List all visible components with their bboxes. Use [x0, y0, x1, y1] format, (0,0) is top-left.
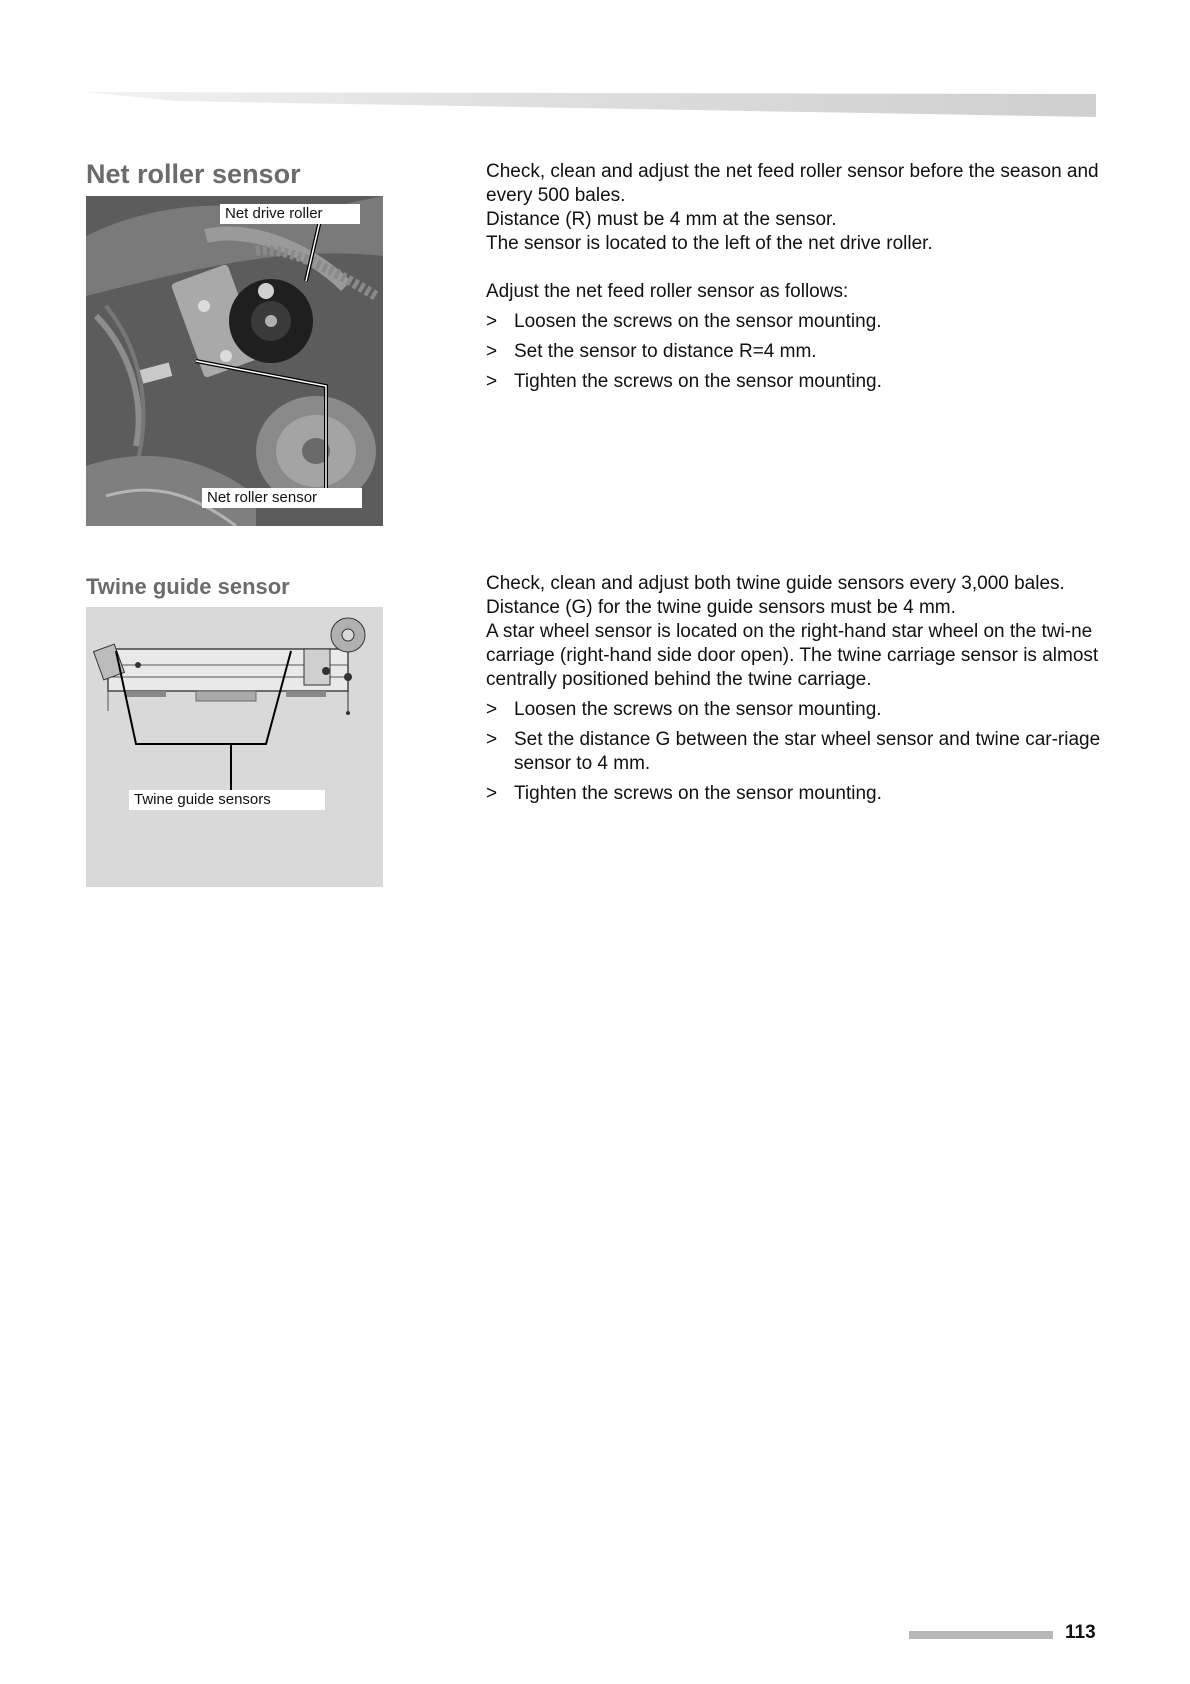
list-item: > Loosen the screws on the sensor mounting. — [486, 311, 882, 332]
twine-guide-paragraph-2: Distance (G) for the twine guide sensors must be 4 mm. — [486, 597, 956, 618]
list-item: > Tighten the screws on the sensor mounting. — [486, 371, 882, 392]
net-roller-paragraph-3: The sensor is located to the left of the net drive roller. — [486, 233, 933, 254]
net-roller-sensor-photo — [86, 196, 383, 526]
bullet-arrow: > — [486, 783, 498, 804]
net-roller-machine-illustration — [86, 196, 383, 526]
twine-guide-steps — [486, 698, 1104, 806]
net-roller-intro: Adjust the net feed roller sensor as follows: — [486, 281, 849, 302]
twine-carriage-illustration — [86, 607, 383, 887]
footer-decorative-bar — [909, 1631, 1053, 1639]
list-item: > Loosen the screws on the sensor mounting. — [486, 699, 882, 720]
figure-label-twine-guide-sensors: Twine guide sensors — [129, 790, 325, 810]
twine-guide-sensor-diagram — [86, 607, 383, 887]
list-item: > Set the sensor to distance R=4 mm. — [486, 341, 817, 362]
page-number: 113 — [1065, 1622, 1096, 1643]
twine-guide-paragraph-3: A star wheel sensor is located on the right-hand star wheel on the twi-ne carriage (right-hand side door open). The twine carriage sensor is almost centrally positioned behind the twine carriage. — [486, 621, 1099, 690]
bullet-arrow: > — [486, 341, 498, 362]
bullet-arrow: > — [486, 699, 498, 720]
header-decorative-bar — [86, 91, 1096, 117]
section-title-twine-guide: Twine guide sensor — [86, 574, 290, 599]
figure-label-net-roller-sensor: Net roller sensor — [202, 488, 362, 508]
bullet-arrow: > — [486, 311, 498, 332]
bullet-arrow: > — [486, 371, 498, 392]
bullet-arrow: > — [486, 729, 498, 750]
twine-guide-paragraph-1: Check, clean and adjust both twine guide sensors every 3,000 bales. — [486, 573, 1065, 594]
list-item: > Set the distance G between the star wheel sensor and twine car-riage sensor to 4 mm. — [486, 729, 1101, 774]
figure-label-net-drive-roller: Net drive roller — [220, 204, 360, 224]
net-roller-text — [486, 160, 1104, 400]
net-roller-paragraph-2: Distance (R) must be 4 mm at the sensor. — [486, 209, 837, 230]
twine-guide-text — [486, 572, 1104, 812]
section-title-net-roller: Net roller sensor — [86, 159, 301, 189]
net-roller-steps — [486, 310, 1104, 394]
list-item: > Tighten the screws on the sensor mounting. — [486, 783, 882, 804]
net-roller-paragraph-1: Check, clean and adjust the net feed roller sensor before the season and every 500 bales. — [486, 161, 1099, 206]
